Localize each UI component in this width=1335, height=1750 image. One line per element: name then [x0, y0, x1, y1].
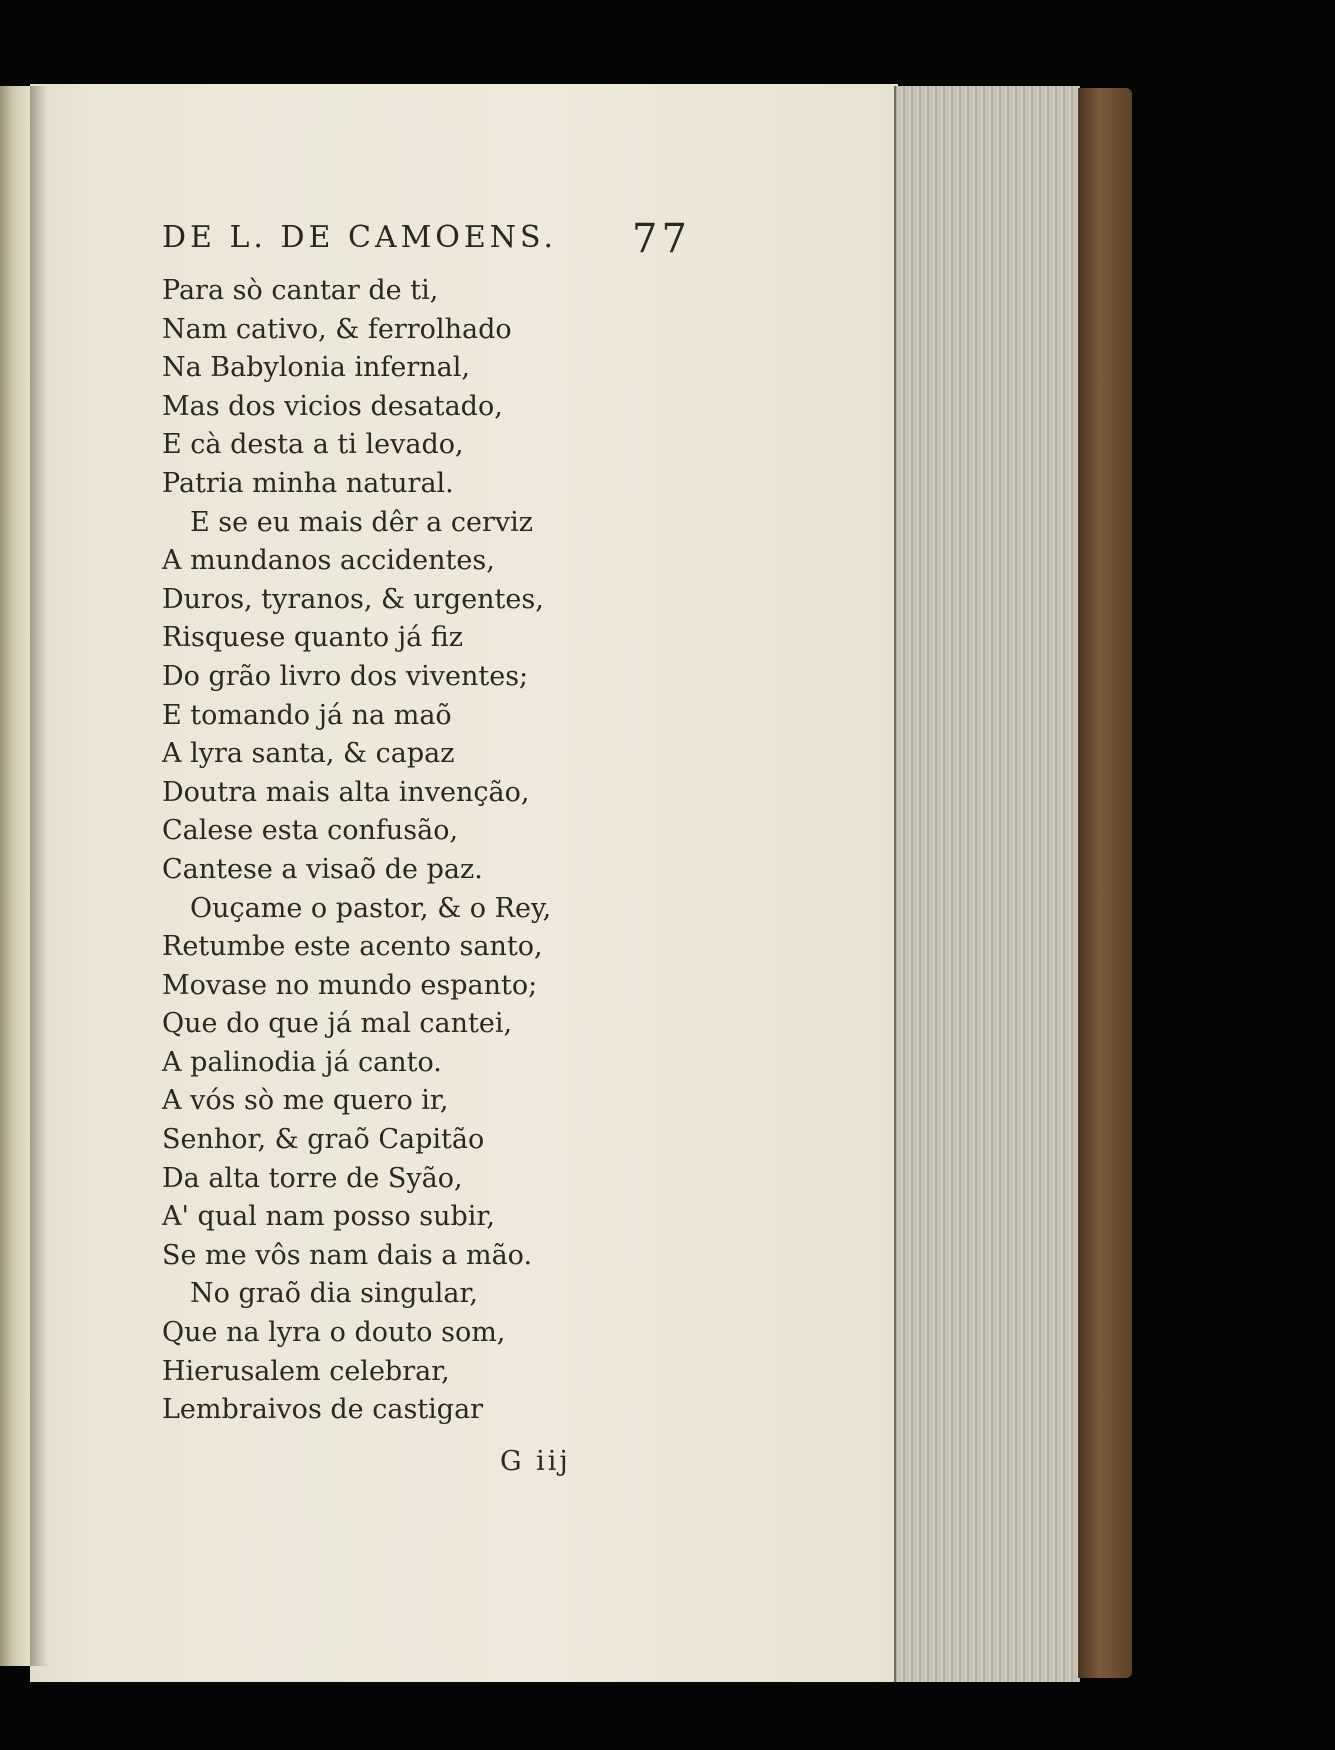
verse-line: Lembraivos de castigar: [162, 1394, 484, 1426]
verse-line: Calese esta confusão,: [162, 815, 459, 847]
stanza-start-line: Ouçame o pastor, & o Rey,: [190, 892, 552, 924]
verse-line: Movase no mundo espanto;: [162, 969, 538, 1001]
verse-line: Hierusalem celebrar,: [162, 1355, 450, 1387]
verse-line: Na Babylonia infernal,: [162, 352, 470, 384]
verse-line: Se me vôs nam dais a mão.: [162, 1239, 533, 1271]
verse-line: E cà desta a ti levado,: [162, 429, 464, 461]
verse-line: Da alta torre de Syão,: [162, 1162, 463, 1194]
page-header: [162, 216, 702, 268]
verse-line: Patria minha natural.: [162, 467, 454, 499]
verse-line: Senhor, & graõ Capitão: [162, 1124, 485, 1156]
verse-line: Doutra mais alta invenção,: [162, 776, 530, 808]
verse-line: Do grão livro dos viventes;: [162, 660, 529, 692]
book-cover-edge: [1078, 88, 1132, 1678]
verse-line: Que na lyra o douto som,: [162, 1317, 506, 1349]
left-page-edge: [0, 86, 31, 1666]
verse-line: Retumbe este acento santo,: [162, 931, 543, 963]
running-title: DE L. DE CAMOENS.: [162, 220, 558, 255]
verse-line: A lyra santa, & capaz: [162, 738, 455, 770]
verse-line: A mundanos accidentes,: [162, 545, 495, 577]
verse-line: Mas dos vicios desatado,: [162, 390, 503, 422]
stanza-start-line: No graõ dia singular,: [190, 1278, 478, 1310]
verse-line: A palinodia já canto.: [162, 1046, 442, 1078]
gutter-shadow: [30, 86, 48, 1666]
verse-line: Risquese quanto já fiz: [162, 622, 464, 654]
verse-line: Cantese a visaõ de paz.: [162, 853, 483, 885]
verse-line: A' qual nam posso subir,: [162, 1201, 495, 1233]
verse-line: A vós sò me quero ir,: [162, 1085, 449, 1117]
verse-line: Para sò cantar de ti,: [162, 275, 439, 306]
verse-line: Que do que já mal cantei,: [162, 1008, 513, 1040]
verse-line: Nam cativo, & ferrolhado: [162, 313, 512, 345]
verse-block: [162, 272, 682, 1430]
verse-line: E tomando já na maõ: [162, 699, 452, 731]
page-number: 77: [632, 216, 691, 262]
stanza-start-line: E se eu mais dêr a cerviz: [190, 506, 533, 538]
verse-line: Duros, tyranos, & urgentes,: [162, 583, 544, 615]
signature-mark: G iij: [500, 1446, 571, 1477]
page-edges: [894, 86, 1080, 1682]
